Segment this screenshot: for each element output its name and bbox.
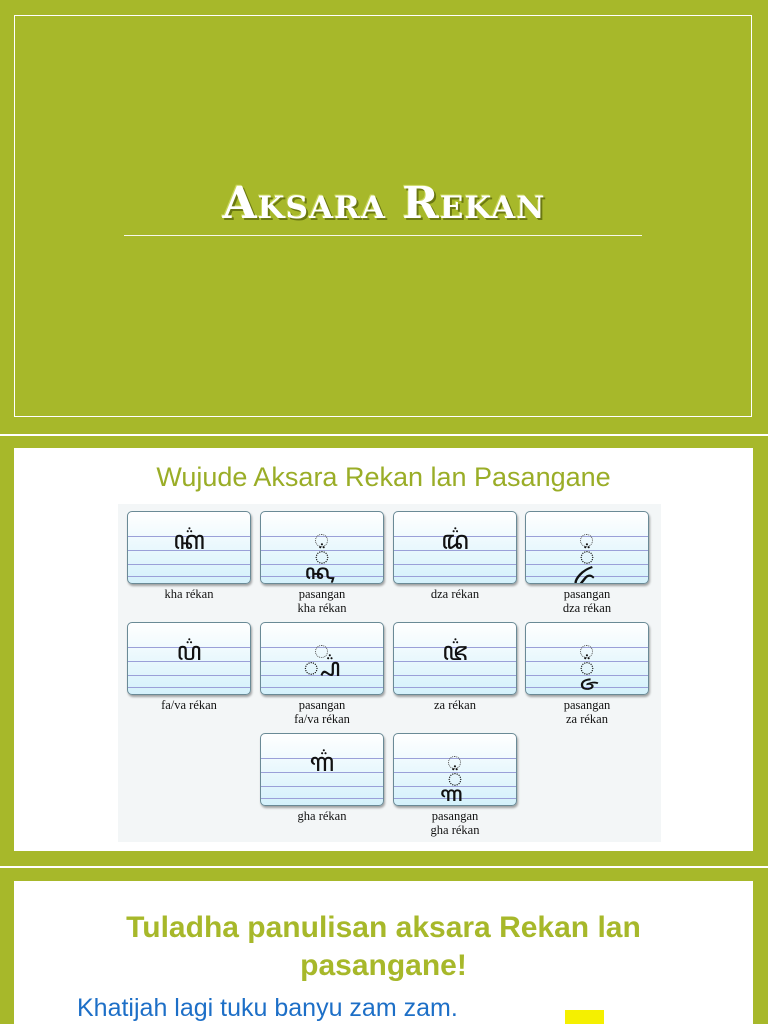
slide-divider — [0, 866, 768, 868]
aksara-card — [525, 511, 649, 584]
aksara-cell — [260, 622, 384, 726]
title-underline — [124, 235, 642, 236]
aksara-rekan-table — [118, 504, 661, 842]
slide-heading — [14, 909, 753, 985]
aksara-glyph: ꦥ꦳ — [176, 637, 202, 667]
aksara-caption — [525, 587, 649, 615]
slide-heading: Wujude Aksara Rekan lan Pasangane — [156, 462, 611, 492]
ruled-line — [394, 675, 516, 676]
ruled-line — [128, 576, 250, 577]
aksara-card — [127, 622, 251, 695]
aksara-cell — [127, 511, 251, 601]
ruled-line — [526, 576, 648, 577]
aksara-card — [260, 733, 384, 806]
ruled-line — [261, 786, 383, 787]
caption-line: gha rékan — [297, 809, 347, 823]
aksara-table-slide — [14, 448, 753, 851]
aksara-card — [525, 622, 649, 695]
ruled-line — [261, 798, 383, 799]
aksara-card — [393, 733, 517, 806]
placeholder-circle — [315, 645, 328, 658]
caption-line: kha rékan — [297, 601, 347, 615]
aksara-glyph: ꦗ꦳ — [442, 637, 468, 667]
caption-line: pasangan — [563, 698, 611, 712]
aksara-glyph: ꧀ꦗ꦳ — [579, 653, 595, 683]
ruled-line — [394, 687, 516, 688]
aksara-caption — [260, 809, 384, 823]
ruled-line — [394, 564, 516, 565]
aksara-glyph: ꧀ꦥ꦳ — [303, 653, 341, 683]
caption-line: pasangan — [298, 587, 346, 601]
aksara-caption — [127, 698, 251, 712]
caption-line: pasangan — [563, 587, 611, 601]
aksara-card — [260, 622, 384, 695]
heading-line: pasangane! — [300, 949, 467, 982]
title-slide — [0, 0, 768, 432]
aksara-cell — [260, 511, 384, 615]
aksara-glyph: ꧀ꦢ꦳ — [579, 542, 595, 572]
aksara-cell — [393, 622, 517, 712]
aksara-cell — [525, 622, 649, 726]
placeholder-circle — [580, 534, 593, 547]
ruled-line — [128, 687, 250, 688]
placeholder-circle — [580, 645, 593, 658]
aksara-cell — [393, 511, 517, 601]
caption-line: fa/va rékan — [294, 712, 350, 726]
caption-line: dza rékan — [430, 587, 480, 601]
aksara-caption — [525, 698, 649, 726]
ruled-line — [128, 564, 250, 565]
slide-title: Aksara Rekan — [222, 178, 546, 229]
aksara-cell — [260, 733, 384, 823]
aksara-glyph: ꧀ꦒ꦳ — [447, 764, 463, 794]
caption-line: kha rékan — [164, 587, 214, 601]
slide-divider — [0, 434, 768, 436]
ruled-line — [261, 687, 383, 688]
highlight-mark — [565, 1010, 604, 1024]
aksara-cell — [393, 733, 517, 837]
aksara-card — [260, 511, 384, 584]
ruled-line — [261, 576, 383, 577]
heading-line: Tuladha panulisan aksara Rekan lan — [126, 911, 641, 944]
example-sentence: Khatijah lagi tuku banyu zam zam. — [77, 994, 458, 1022]
aksara-caption — [127, 587, 251, 601]
aksara-glyph: ꧀ꦏ꦳ — [314, 542, 330, 572]
aksara-caption — [260, 698, 384, 726]
aksara-glyph: ꦒ꦳ — [309, 748, 335, 778]
example-slide — [14, 881, 753, 1024]
caption-line: za rékan — [434, 698, 476, 712]
placeholder-circle — [315, 534, 328, 547]
ruled-line — [128, 675, 250, 676]
aksara-card — [127, 511, 251, 584]
placeholder-circle — [448, 756, 461, 769]
caption-line: gha rékan — [430, 823, 480, 837]
aksara-caption — [393, 809, 517, 837]
aksara-caption — [260, 587, 384, 615]
aksara-caption — [393, 587, 517, 601]
aksara-card — [393, 622, 517, 695]
ruled-line — [394, 576, 516, 577]
ruled-line — [394, 798, 516, 799]
aksara-cell — [525, 511, 649, 615]
aksara-glyph: ꦢ꦳ — [441, 526, 469, 556]
aksara-caption — [393, 698, 517, 712]
caption-line: fa/va rékan — [161, 698, 217, 712]
caption-line: dza rékan — [562, 601, 612, 615]
caption-line: za rékan — [566, 712, 608, 726]
caption-line: pasangan — [431, 809, 479, 823]
caption-line: pasangan — [298, 698, 346, 712]
ruled-line — [526, 687, 648, 688]
aksara-cell — [127, 622, 251, 712]
aksara-glyph: ꦏ꦳ — [173, 526, 205, 556]
aksara-card — [393, 511, 517, 584]
